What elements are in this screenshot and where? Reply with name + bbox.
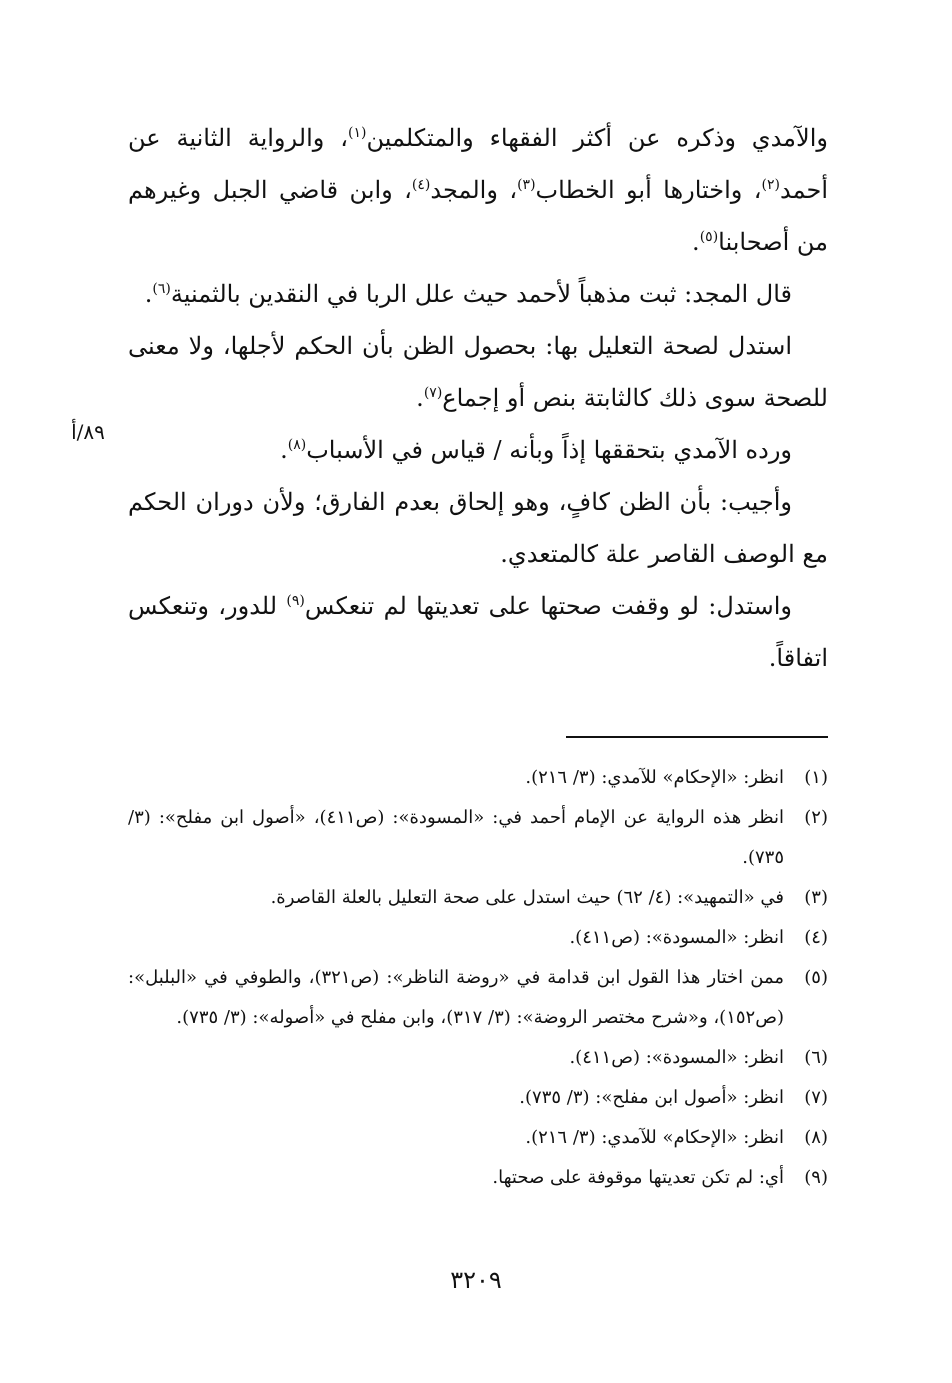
footnote-ref[interactable]: (٨) <box>287 437 307 453</box>
footnote-text: في «التمهيد»: (٤/ ٦٢) حيث استدل على صحة التعليل بالعلة القاصرة. <box>270 887 784 908</box>
text-span: ، واختارها أبو الخطاب <box>535 176 762 204</box>
footnote-number: (٣) <box>804 887 828 908</box>
footnote <box>128 878 828 918</box>
footnote <box>128 1078 828 1118</box>
footnote-text: انظر هذه الرواية عن الإمام أحمد في: «المسودة»: (ص٤١١)، «أصول ابن مفلح»: (٣/ ٧٣٥). <box>128 807 785 868</box>
page-number: ٣٢٠٩ <box>450 1266 502 1294</box>
paragraph-2 <box>128 268 828 320</box>
text-span: ، والمجد <box>430 176 518 204</box>
footnote-number: (٧) <box>804 1087 828 1108</box>
footnote-number: (٩) <box>804 1167 828 1188</box>
footnote-text: انظر: «أصول ابن مفلح»: (٣/ ٧٣٥). <box>519 1087 784 1108</box>
footnote-text: انظر: «الإحكام» للآمدي: (٣/ ٢١٦). <box>525 1127 784 1148</box>
footnote-ref[interactable]: (٤) <box>411 177 431 193</box>
text-span: ، والرواية الثانية عن أحمد <box>128 124 828 204</box>
footnotes <box>128 758 828 1198</box>
footnote-ref[interactable]: (٣) <box>517 177 536 193</box>
text-span: . <box>692 228 700 256</box>
text-span: قال المجد: ثبت مذهباً لأحمد حيث علل الربا في النقدين بالثمنية <box>170 280 792 308</box>
text-span: ورده الآمدي بتحققها إذاً وبأنه / قياس في الأسباب <box>306 436 792 464</box>
footnote-number: (٨) <box>804 1127 828 1148</box>
footnote-text: انظر: «المسودة»: (ص٤١١). <box>569 1047 784 1068</box>
footnote-number: (٦) <box>804 1047 828 1068</box>
footnote-text: انظر: «الإحكام» للآمدي: (٣/ ٢١٦). <box>525 767 784 788</box>
footnote-ref[interactable]: (٢) <box>761 177 781 193</box>
footnote-text: انظر: «المسودة»: (ص٤١١). <box>569 927 784 948</box>
footnote-text: أي: لم تكن تعديتها موقوفة على صحتها. <box>492 1167 784 1188</box>
footnote-ref[interactable]: (٥) <box>699 229 719 245</box>
footnote-number: (٥) <box>804 967 828 988</box>
footnote-number: (٤) <box>804 927 828 948</box>
paragraph-5 <box>128 476 828 580</box>
footnote <box>128 958 828 1038</box>
text-span: . <box>280 436 288 464</box>
footnote <box>128 918 828 958</box>
footnote <box>128 798 828 878</box>
footnote-ref[interactable]: (٧) <box>423 385 443 401</box>
footnote <box>128 1118 828 1158</box>
text-span: استدل لصحة التعليل بها: بحصول الظن بأن الحكم لأجلها، ولا معنى للصحة سوى ذلك كالثابتة بنص أو إجماع <box>128 332 828 412</box>
text-span: . <box>416 384 424 412</box>
footnote <box>128 758 828 798</box>
text-span: . <box>144 280 153 308</box>
footnote-ref[interactable]: (٦) <box>152 281 171 297</box>
text-span: ، وابن قاضي الجبل وغيرهم من أصحابنا <box>128 176 828 256</box>
text-span: والآمدي وذكره عن أكثر الفقهاء والمتكلمين <box>366 124 828 152</box>
footnote-number: (١) <box>804 767 828 788</box>
footnote-ref[interactable]: (٩) <box>286 593 305 609</box>
footnote-separator <box>566 736 828 738</box>
main-text <box>128 112 828 684</box>
paragraph-4 <box>128 424 828 476</box>
footnote <box>128 1158 828 1198</box>
text-span: للدور، وتنعكس اتفاقاً. <box>128 592 828 672</box>
footnote <box>128 1038 828 1078</box>
paragraph-6 <box>128 580 828 684</box>
paragraph-1 <box>128 112 828 268</box>
footnote-text: ممن اختار هذا القول ابن قدامة في «روضة الناظر»: (ص٣٢١)، والطوفي في «البلبل»: (ص١٥٢)، و«شرح مختصر الروضة»: (٣/ ٣١٧)، وابن مفلح في «أصوله»: (٣/ ٧٣٥). <box>128 967 784 1028</box>
manuscript-folio-note: ٨٩/أ <box>71 420 105 444</box>
footnote-ref[interactable]: (١) <box>347 125 367 141</box>
paragraph-3 <box>128 320 828 424</box>
footnote-number: (٢) <box>804 807 828 828</box>
text-span: واستدل: لو وقفت صحتها على تعديتها لم تنعكس <box>304 592 792 620</box>
text-span: وأجيب: بأن الظن كافٍ، وهو إلحاق بعدم الفارق؛ ولأن دوران الحكم مع الوصف القاصر علة كالمتعدي. <box>128 488 828 568</box>
